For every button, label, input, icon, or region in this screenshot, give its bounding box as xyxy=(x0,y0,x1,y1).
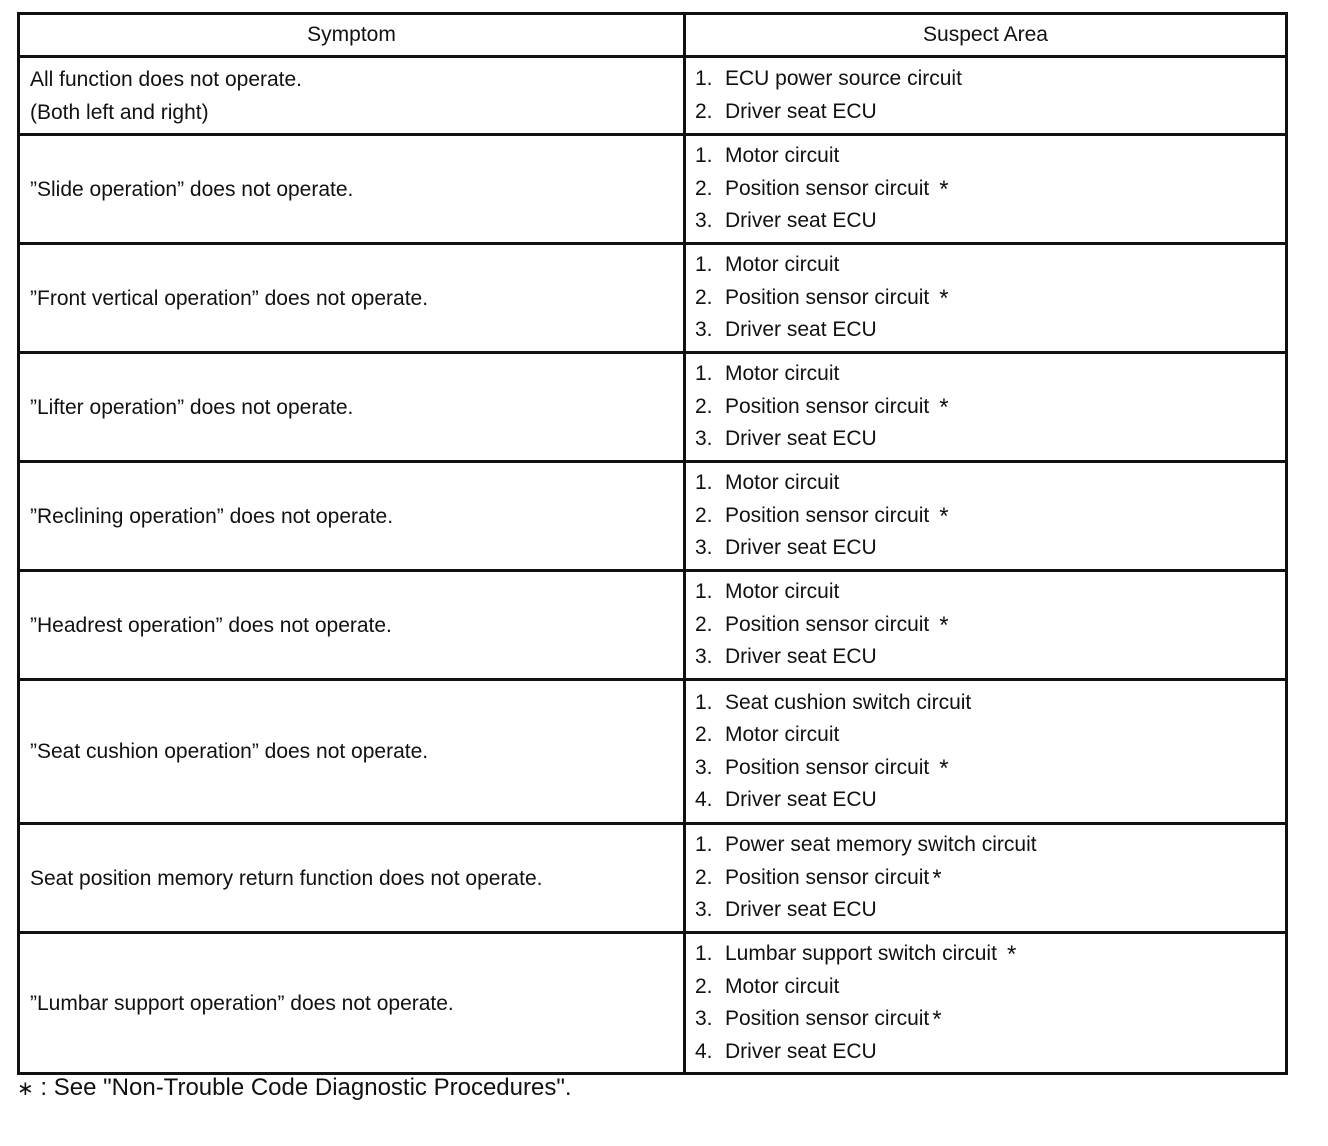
suspect-item xyxy=(695,63,1285,96)
suspect-item-number: 2. xyxy=(695,99,713,123)
symptom-cell xyxy=(19,933,685,1074)
suspect-item xyxy=(695,1036,1285,1069)
suspect-item-text: Position sensor circuit xyxy=(725,612,930,636)
see-procedure-asterisk: * xyxy=(932,864,942,892)
suspect-item-text: Driver seat ECU xyxy=(725,898,877,922)
suspect-item xyxy=(695,282,1285,315)
suspect-item xyxy=(695,894,1285,927)
table-row xyxy=(19,824,1287,933)
suspect-item xyxy=(695,784,1285,817)
suspect-item-text: Driver seat ECU xyxy=(725,788,877,811)
suspect-item-number: 1. xyxy=(695,144,713,168)
suspect-item-number: 3. xyxy=(695,645,713,669)
suspect-item-number: 2. xyxy=(695,285,713,309)
suspect-item xyxy=(695,752,1285,785)
suspect-item xyxy=(695,500,1285,533)
suspect-item-text: Seat cushion switch circuit xyxy=(725,690,972,714)
symptom-text: ”Lifter operation” does not operate. xyxy=(30,395,354,419)
header-symptom: Symptom xyxy=(19,14,685,57)
suspect-item xyxy=(695,971,1285,1004)
suspect-area-cell xyxy=(685,353,1287,462)
suspect-item xyxy=(695,641,1285,674)
suspect-item-text: Driver seat ECU xyxy=(725,427,877,451)
suspect-item xyxy=(695,609,1285,642)
suspect-item-text: Power seat memory switch circuit xyxy=(725,833,1037,857)
suspect-item-number: 4. xyxy=(695,788,713,811)
symptom-cell xyxy=(19,135,685,244)
suspect-item-number: 2. xyxy=(695,974,713,998)
suspect-item-text: Driver seat ECU xyxy=(725,209,877,233)
suspect-item xyxy=(695,140,1285,173)
suspect-item-text: Driver seat ECU xyxy=(725,536,877,560)
suspect-item-text: Position sensor circuit xyxy=(725,285,930,309)
symptom-cell xyxy=(19,57,685,135)
suspect-item-text: Driver seat ECU xyxy=(725,318,877,342)
suspect-item-number: 1. xyxy=(695,67,713,90)
suspect-item xyxy=(695,938,1285,971)
suspect-item-number: 2. xyxy=(695,723,713,746)
symptom-cell xyxy=(19,244,685,353)
suspect-item-text: Position sensor circuit xyxy=(725,394,930,418)
suspect-item-text: Motor circuit xyxy=(725,253,840,277)
table-body xyxy=(19,57,1287,1074)
suspect-item-number: 3. xyxy=(695,427,713,451)
footnote-star: ∗ xyxy=(17,1078,34,1100)
symptom-text: ”Headrest operation” does not operate. xyxy=(30,613,392,637)
suspect-area-cell xyxy=(685,680,1287,824)
suspect-item-text: Position sensor circuit xyxy=(725,503,930,527)
suspect-item-number: 3. xyxy=(695,755,713,779)
table-row xyxy=(19,933,1287,1074)
see-procedure-asterisk: * xyxy=(939,284,949,312)
symptom-text: ”Front vertical operation” does not operate. xyxy=(30,286,429,310)
see-procedure-asterisk: * xyxy=(939,611,949,639)
suspect-item-text: Motor circuit xyxy=(725,471,840,495)
suspect-item xyxy=(695,205,1285,238)
suspect-item-number: 1. xyxy=(695,833,713,857)
suspect-item-number: 3. xyxy=(695,898,713,922)
problem-symptoms-table xyxy=(17,12,1288,1075)
suspect-item xyxy=(695,467,1285,500)
suspect-item xyxy=(695,96,1285,129)
symptom-text: (Both left and right) xyxy=(30,100,209,124)
suspect-item-text: Motor circuit xyxy=(725,362,840,386)
suspect-area-cell xyxy=(685,571,1287,680)
suspect-item-number: 2. xyxy=(695,176,713,200)
symptom-cell xyxy=(19,462,685,571)
suspect-item-text: Position sensor circuit xyxy=(725,865,930,889)
suspect-item-text: Motor circuit xyxy=(725,580,840,604)
diagnostic-table-container xyxy=(17,12,1285,1075)
suspect-item xyxy=(695,829,1285,862)
see-procedure-asterisk: * xyxy=(939,175,949,203)
suspect-item xyxy=(695,687,1285,720)
suspect-area-cell xyxy=(685,244,1287,353)
header-suspect-area: Suspect Area xyxy=(685,14,1287,57)
suspect-item-text: Driver seat ECU xyxy=(725,1039,877,1063)
symptom-text: ”Reclining operation” does not operate. xyxy=(30,504,394,528)
table-row xyxy=(19,57,1287,135)
symptom-text: All function does not operate. xyxy=(30,67,303,91)
suspect-item xyxy=(695,314,1285,347)
suspect-item-number: 4. xyxy=(695,1039,713,1063)
suspect-item-number: 2. xyxy=(695,612,713,636)
symptom-cell xyxy=(19,824,685,933)
suspect-item-number: 1. xyxy=(695,253,713,277)
suspect-item-number: 1. xyxy=(695,471,713,495)
suspect-item xyxy=(695,719,1285,752)
suspect-item-text: Driver seat ECU xyxy=(725,99,877,123)
symptom-text: ”Lumbar support operation” does not operate. xyxy=(30,991,454,1015)
footnote xyxy=(17,1074,572,1102)
suspect-item xyxy=(695,249,1285,282)
symptom-text: ”Seat cushion operation” does not operate. xyxy=(30,740,429,763)
suspect-area-cell xyxy=(685,933,1287,1074)
symptom-text: ”Slide operation” does not operate. xyxy=(30,177,354,201)
suspect-area-cell xyxy=(685,824,1287,933)
suspect-item-text: Position sensor circuit xyxy=(725,176,930,200)
table-row xyxy=(19,462,1287,571)
suspect-item-number: 3. xyxy=(695,1007,713,1030)
suspect-item-number: 3. xyxy=(695,318,713,342)
suspect-item-text: Lumbar support switch circuit xyxy=(725,942,997,965)
suspect-item xyxy=(695,358,1285,391)
suspect-item xyxy=(695,173,1285,206)
see-procedure-asterisk: * xyxy=(932,1006,942,1033)
symptom-cell xyxy=(19,353,685,462)
table-row xyxy=(19,135,1287,244)
suspect-item-text: Motor circuit xyxy=(725,144,840,168)
suspect-item-text: Driver seat ECU xyxy=(725,645,877,669)
suspect-item-text: Motor circuit xyxy=(725,723,840,746)
symptom-text: Seat position memory return function does not operate. xyxy=(30,866,543,890)
suspect-item-number: 1. xyxy=(695,580,713,604)
suspect-item xyxy=(695,1003,1285,1036)
suspect-item-text: Position sensor circuit xyxy=(725,755,930,779)
suspect-item-text: ECU power source circuit xyxy=(725,67,962,90)
suspect-item-number: 1. xyxy=(695,690,713,714)
suspect-item-number: 2. xyxy=(695,865,713,889)
suspect-area-cell xyxy=(685,135,1287,244)
footnote-text: : See "Non-Trouble Code Diagnostic Procedures". xyxy=(33,1074,572,1101)
table-row xyxy=(19,244,1287,353)
suspect-item xyxy=(695,391,1285,424)
suspect-item xyxy=(695,862,1285,895)
see-procedure-asterisk: * xyxy=(939,754,949,782)
suspect-item-number: 2. xyxy=(695,503,713,527)
see-procedure-asterisk: * xyxy=(939,393,949,421)
suspect-item-number: 3. xyxy=(695,536,713,560)
suspect-item-number: 3. xyxy=(695,209,713,233)
see-procedure-asterisk: * xyxy=(1006,941,1017,968)
symptom-cell xyxy=(19,571,685,680)
suspect-item-number: 1. xyxy=(695,942,713,965)
suspect-item-number: 2. xyxy=(695,394,713,418)
suspect-item xyxy=(695,576,1285,609)
table-row xyxy=(19,680,1287,824)
suspect-item xyxy=(695,423,1285,456)
suspect-area-cell xyxy=(685,57,1287,135)
suspect-item xyxy=(695,532,1285,565)
suspect-item-text: Motor circuit xyxy=(725,974,840,998)
see-procedure-asterisk: * xyxy=(939,502,949,530)
suspect-item-number: 1. xyxy=(695,362,713,386)
table-row xyxy=(19,571,1287,680)
table-row xyxy=(19,353,1287,462)
suspect-area-cell xyxy=(685,462,1287,571)
symptom-cell xyxy=(19,680,685,824)
suspect-item-text: Position sensor circuit xyxy=(725,1007,930,1030)
table-header-row xyxy=(19,14,1287,57)
